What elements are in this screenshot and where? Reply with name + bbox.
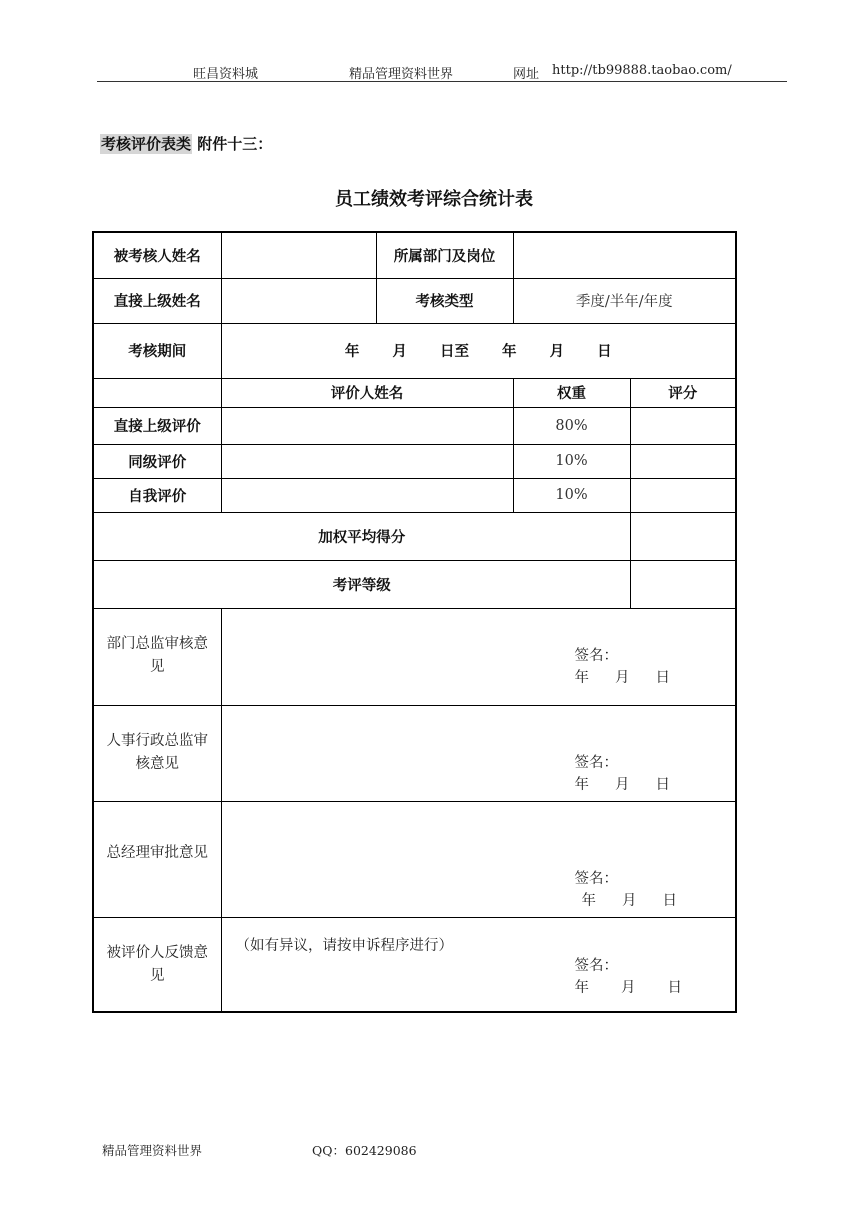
date-month: 月 <box>615 776 630 793</box>
date-year: 年 <box>574 979 589 996</box>
hr-director-opinion-label <box>93 705 221 801</box>
opinion-label-line: 见 <box>150 967 165 984</box>
evaluator-name-header: 评价人姓名 <box>221 378 513 407</box>
self-eval-weight: 10% <box>513 478 630 512</box>
superior-eval-score[interactable] <box>630 407 736 444</box>
department-field[interactable] <box>513 232 736 278</box>
date-year: 年 <box>574 776 589 793</box>
date-month: 月 <box>622 892 637 909</box>
appeal-note: （如有异议，请按申诉程序进行） <box>235 937 453 954</box>
section-annex: 附件十三： <box>197 135 273 153</box>
row-dept-director-opinion <box>93 608 736 705</box>
grade-label: 考评等级 <box>93 560 630 608</box>
signature-date <box>575 977 683 999</box>
date-day: 日 <box>667 979 682 996</box>
superior-eval-label: 直接上级评价 <box>93 407 221 444</box>
row-superior <box>93 278 736 323</box>
date-year: 年 <box>574 669 589 686</box>
dept-director-signature <box>575 645 671 689</box>
self-eval-label: 自我评价 <box>93 478 221 512</box>
footer-left: 精品管理资料世界 <box>102 1143 203 1158</box>
date-month: 月 <box>621 979 636 996</box>
row-self-eval <box>93 478 736 512</box>
superior-eval-weight: 80% <box>513 407 630 444</box>
gm-opinion-field[interactable] <box>221 801 736 917</box>
header-url-label: 网址 <box>513 67 540 82</box>
form-title: 员工绩效考评综合统计表 <box>335 189 533 210</box>
assessment-type-label: 考核类型 <box>376 278 513 323</box>
opinion-label-line: 总经理审批意见 <box>106 844 208 861</box>
signature-label: 签名： <box>574 754 618 771</box>
header-world: 精品管理资料世界 <box>349 67 454 82</box>
weight-header: 权重 <box>513 378 630 407</box>
self-evaluator-field[interactable] <box>221 478 513 512</box>
row-employee-feedback <box>93 917 736 1012</box>
grade-field[interactable] <box>630 560 736 608</box>
row-gm-opinion <box>93 801 736 917</box>
superior-name-field[interactable] <box>221 278 376 323</box>
opinion-label-line: 见 <box>150 658 165 675</box>
score-header: 评分 <box>630 378 736 407</box>
period-year-end: 年 <box>502 344 517 360</box>
opinion-label-line: 被评价人反馈意 <box>106 944 208 961</box>
section-heading <box>100 133 272 154</box>
weighted-average-field[interactable] <box>630 512 736 560</box>
opinion-label-line: 人事行政总监审 <box>106 732 208 749</box>
peer-eval-weight: 10% <box>513 444 630 478</box>
row-employee-name <box>93 232 736 278</box>
period-field[interactable] <box>221 323 736 378</box>
signature-date <box>575 667 671 689</box>
footer-qq: QQ：602429086 <box>312 1143 417 1158</box>
employee-name-label: 被考核人姓名 <box>93 232 221 278</box>
gm-opinion-label <box>93 801 221 917</box>
period-day-end: 日 <box>597 344 612 360</box>
hr-director-signature <box>575 752 671 796</box>
opinion-label-line: 部门总监审核意 <box>106 635 208 652</box>
row-period <box>93 323 736 378</box>
superior-name-label: 直接上级姓名 <box>93 278 221 323</box>
employee-feedback-field[interactable] <box>221 917 736 1012</box>
employee-signature <box>575 955 683 999</box>
row-eval-header <box>93 378 736 407</box>
period-month-end: 月 <box>549 344 565 360</box>
signature-label: 签名： <box>574 647 618 664</box>
peer-eval-score[interactable] <box>630 444 736 478</box>
hr-director-opinion-field[interactable] <box>221 705 736 801</box>
header-site: 旺昌资料城 <box>193 67 259 82</box>
signature-date <box>575 774 671 796</box>
employee-name-field[interactable] <box>221 232 376 278</box>
gm-signature <box>575 868 678 912</box>
header-url[interactable]: http://tb99888.taobao.com/ <box>552 63 732 78</box>
row-superior-eval <box>93 407 736 444</box>
period-month-start: 月 <box>392 344 407 360</box>
dept-director-opinion-field[interactable] <box>221 608 736 705</box>
evaluation-form-table <box>92 231 737 1013</box>
date-day: 日 <box>662 892 677 909</box>
dept-director-opinion-label <box>93 608 221 705</box>
signature-label: 签名： <box>574 957 618 974</box>
date-month: 月 <box>615 669 630 686</box>
row-hr-director-opinion <box>93 705 736 801</box>
department-label: 所属部门及岗位 <box>376 232 513 278</box>
peer-eval-label: 同级评价 <box>93 444 221 478</box>
date-year: 年 <box>581 892 596 909</box>
opinion-label-line: 核意见 <box>135 755 179 772</box>
employee-feedback-label <box>93 917 221 1012</box>
date-day: 日 <box>655 669 670 686</box>
row-grade <box>93 560 736 608</box>
period-year-start: 年 <box>344 344 360 360</box>
row-peer-eval <box>93 444 736 478</box>
signature-date <box>575 890 678 912</box>
signature-label: 签名： <box>574 870 618 887</box>
section-category: 考核评价表类 <box>101 135 192 153</box>
self-eval-score[interactable] <box>630 478 736 512</box>
weighted-average-label: 加权平均得分 <box>93 512 630 560</box>
row-weighted-average <box>93 512 736 560</box>
header-divider <box>97 81 787 82</box>
date-day: 日 <box>655 776 670 793</box>
period-label: 考核期间 <box>93 323 221 378</box>
period-day-to: 日至 <box>439 344 469 360</box>
peer-evaluator-field[interactable] <box>221 444 513 478</box>
superior-evaluator-field[interactable] <box>221 407 513 444</box>
assessment-type-value[interactable]: 季度/半年/年度 <box>513 278 736 323</box>
eval-header-blank <box>93 378 221 407</box>
